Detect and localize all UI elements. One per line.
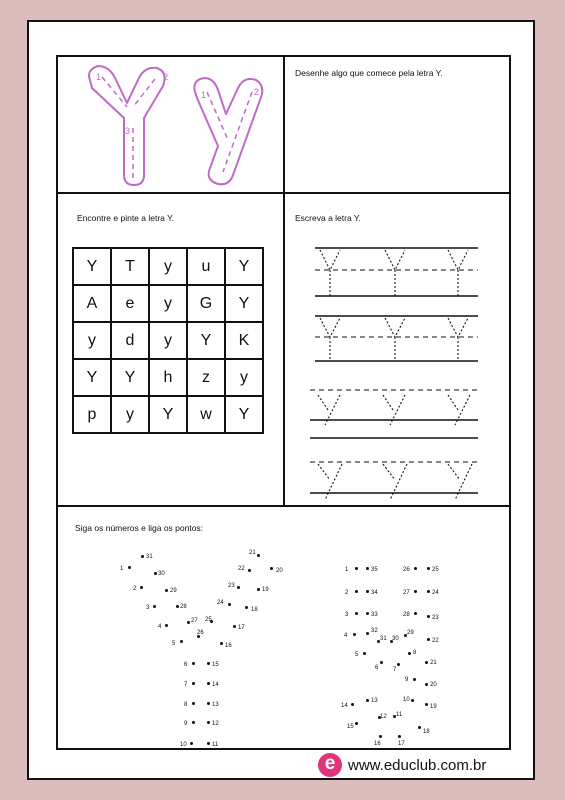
dot xyxy=(233,625,236,628)
dot xyxy=(207,742,210,745)
dot-number: 2 xyxy=(133,586,137,592)
dot xyxy=(366,612,369,615)
write-prompt: Escreva a letra Y. xyxy=(295,213,361,223)
grid-cell[interactable]: T xyxy=(111,248,149,285)
dot-number: 20 xyxy=(276,568,283,574)
dot xyxy=(380,661,383,664)
dot-number: 23 xyxy=(432,615,439,621)
dot xyxy=(140,586,143,589)
grid-cell[interactable]: y xyxy=(149,248,187,285)
dot-number: 6 xyxy=(184,662,188,668)
dot xyxy=(366,567,369,570)
dot-number: 26 xyxy=(403,567,410,573)
dot xyxy=(414,612,417,615)
dot-number: 24 xyxy=(217,600,224,606)
dot-number: 5 xyxy=(172,641,176,647)
grid-cell[interactable]: y xyxy=(73,322,111,359)
grid-cell[interactable]: u xyxy=(187,248,225,285)
dot-number: 27 xyxy=(403,590,410,596)
grid-cell[interactable]: Y xyxy=(73,359,111,396)
dot xyxy=(363,652,366,655)
dot-number: 30 xyxy=(158,571,165,577)
grid-cell[interactable]: h xyxy=(149,359,187,396)
dot-number: 24 xyxy=(432,590,439,596)
dot-number: 10 xyxy=(180,742,187,748)
dot-number: 31 xyxy=(380,636,387,642)
dot xyxy=(192,662,195,665)
writing-practice[interactable] xyxy=(300,240,500,502)
dot xyxy=(425,703,428,706)
dot xyxy=(425,661,428,664)
grid-row xyxy=(73,248,263,285)
grid-cell[interactable]: y xyxy=(149,285,187,322)
dot xyxy=(154,572,157,575)
dot xyxy=(228,603,231,606)
dot-number: 31 xyxy=(146,554,153,560)
dot xyxy=(353,633,356,636)
dot xyxy=(397,663,400,666)
dot xyxy=(427,567,430,570)
brand-footer[interactable] xyxy=(318,753,486,777)
dot xyxy=(207,662,210,665)
stroke-number: 3 xyxy=(125,126,131,136)
grid-cell[interactable]: y xyxy=(111,396,149,433)
dot-number: 30 xyxy=(392,636,399,642)
dot-number: 7 xyxy=(184,682,188,688)
stroke-number: 1 xyxy=(201,90,207,100)
dot xyxy=(237,586,240,589)
dot xyxy=(351,703,354,706)
dot xyxy=(398,735,401,738)
dot-number: 11 xyxy=(396,712,403,718)
grid-cell[interactable]: y xyxy=(149,322,187,359)
grid-cell[interactable]: Y xyxy=(73,248,111,285)
dot-number: 17 xyxy=(398,741,405,747)
dots-prompt: Siga os números e liga os pontos: xyxy=(75,523,204,533)
dot xyxy=(187,621,190,624)
grid-cell[interactable]: Y xyxy=(225,285,263,322)
dot xyxy=(128,566,131,569)
dot-number: 13 xyxy=(371,698,378,704)
stroke-number: 2 xyxy=(163,72,169,82)
dot xyxy=(141,555,144,558)
dot-number: 10 xyxy=(403,697,410,703)
dot-number: 25 xyxy=(205,617,212,623)
dot-number: 3 xyxy=(345,612,349,618)
dot xyxy=(355,567,358,570)
dot-number: 8 xyxy=(184,702,188,708)
dot xyxy=(427,638,430,641)
dot xyxy=(366,590,369,593)
grid-cell[interactable]: Y xyxy=(149,396,187,433)
grid-cell[interactable]: Y xyxy=(187,322,225,359)
grid-cell[interactable]: z xyxy=(187,359,225,396)
dot xyxy=(192,682,195,685)
dot-number: 11 xyxy=(212,742,219,748)
tracing-letters xyxy=(80,60,280,188)
brand-url[interactable]: www.educlub.com.br xyxy=(348,756,487,774)
dot-number: 34 xyxy=(371,590,378,596)
dot-number: 27 xyxy=(191,618,198,624)
grid-cell[interactable]: p xyxy=(73,396,111,433)
dot-number: 4 xyxy=(344,633,348,639)
dot-number: 12 xyxy=(212,721,219,727)
dot xyxy=(180,640,183,643)
dot-number: 23 xyxy=(228,583,235,589)
dot-number: 1 xyxy=(345,567,349,573)
grid-cell[interactable]: Y xyxy=(225,396,263,433)
educlub-logo-icon: e xyxy=(318,753,342,777)
dot-number: 28 xyxy=(403,612,410,618)
dot-number: 29 xyxy=(407,630,414,636)
dot xyxy=(355,590,358,593)
dot xyxy=(192,702,195,705)
dot-number: 25 xyxy=(432,567,439,573)
dot xyxy=(418,726,421,729)
dot xyxy=(165,624,168,627)
grid-cell[interactable]: G xyxy=(187,285,225,322)
dot xyxy=(355,722,358,725)
dot-number: 21 xyxy=(249,550,256,556)
dot xyxy=(192,721,195,724)
grid-row xyxy=(73,322,263,359)
dot-number: 14 xyxy=(341,703,348,709)
dot xyxy=(165,589,168,592)
grid-cell[interactable]: K xyxy=(225,322,263,359)
dot-number: 2 xyxy=(345,590,349,596)
dot-number: 33 xyxy=(371,612,378,618)
draw-prompt: Desenhe algo que comece pela letra Y. xyxy=(295,68,443,78)
dot-number: 18 xyxy=(423,729,430,735)
stroke-number: 1 xyxy=(96,72,102,82)
grid-cell[interactable]: e xyxy=(111,285,149,322)
grid-row xyxy=(73,396,263,433)
find-prompt: Encontre e pinte a letra Y. xyxy=(77,213,175,223)
grid-row xyxy=(73,359,263,396)
dot-number: 22 xyxy=(432,638,439,644)
dot xyxy=(257,554,260,557)
dot xyxy=(153,605,156,608)
dot xyxy=(379,735,382,738)
dot-number: 28 xyxy=(180,604,187,610)
dot-number: 6 xyxy=(375,665,379,671)
grid-cell[interactable]: y xyxy=(225,359,263,396)
dot-number: 13 xyxy=(212,702,219,708)
dot-number: 1 xyxy=(120,566,124,572)
dot-number: 29 xyxy=(170,588,177,594)
dot xyxy=(190,742,193,745)
dot-number: 7 xyxy=(393,667,397,673)
dot-number: 3 xyxy=(146,605,150,611)
dot xyxy=(176,605,179,608)
dot-number: 20 xyxy=(430,682,437,688)
dot-number: 9 xyxy=(405,677,409,683)
dot xyxy=(257,588,260,591)
dot-number: 8 xyxy=(413,650,417,656)
dot-number: 14 xyxy=(212,682,219,688)
dot xyxy=(408,652,411,655)
dot-number: 35 xyxy=(371,567,378,573)
grid-cell[interactable]: Y xyxy=(225,248,263,285)
dot-number: 19 xyxy=(262,587,269,593)
dot-number: 15 xyxy=(347,724,354,730)
dot-number: 16 xyxy=(374,741,381,747)
dot-number: 26 xyxy=(197,630,204,636)
grid-cell[interactable]: Y xyxy=(111,359,149,396)
stroke-number: 2 xyxy=(254,87,260,97)
dot-number: 17 xyxy=(238,625,245,631)
dot-number: 4 xyxy=(158,624,162,630)
grid-cell[interactable]: w xyxy=(187,396,225,433)
dot xyxy=(427,590,430,593)
dot xyxy=(355,612,358,615)
dot-number: 32 xyxy=(371,628,378,634)
dot xyxy=(207,682,210,685)
grid-cell[interactable]: d xyxy=(111,322,149,359)
dot-number: 9 xyxy=(184,721,188,727)
dot xyxy=(413,678,416,681)
dot xyxy=(366,699,369,702)
dot xyxy=(207,702,210,705)
dot-number: 5 xyxy=(355,652,359,658)
dot-number: 19 xyxy=(430,704,437,710)
grid-cell[interactable]: A xyxy=(73,285,111,322)
dot xyxy=(248,569,251,572)
dot xyxy=(411,699,414,702)
dot xyxy=(366,632,369,635)
dot xyxy=(270,567,273,570)
letter-grid xyxy=(72,247,264,434)
dot-number: 15 xyxy=(212,662,219,668)
grid-row xyxy=(73,285,263,322)
dot xyxy=(427,615,430,618)
dot xyxy=(207,721,210,724)
dot xyxy=(220,642,223,645)
dot-number: 21 xyxy=(430,660,437,666)
dot xyxy=(425,683,428,686)
dot xyxy=(245,606,248,609)
dot-number: 18 xyxy=(251,607,258,613)
divider-vertical xyxy=(283,56,285,506)
dot-number: 16 xyxy=(225,643,232,649)
dot-number: 12 xyxy=(380,714,387,720)
dot xyxy=(414,590,417,593)
dot-number: 22 xyxy=(238,566,245,572)
dot xyxy=(414,567,417,570)
